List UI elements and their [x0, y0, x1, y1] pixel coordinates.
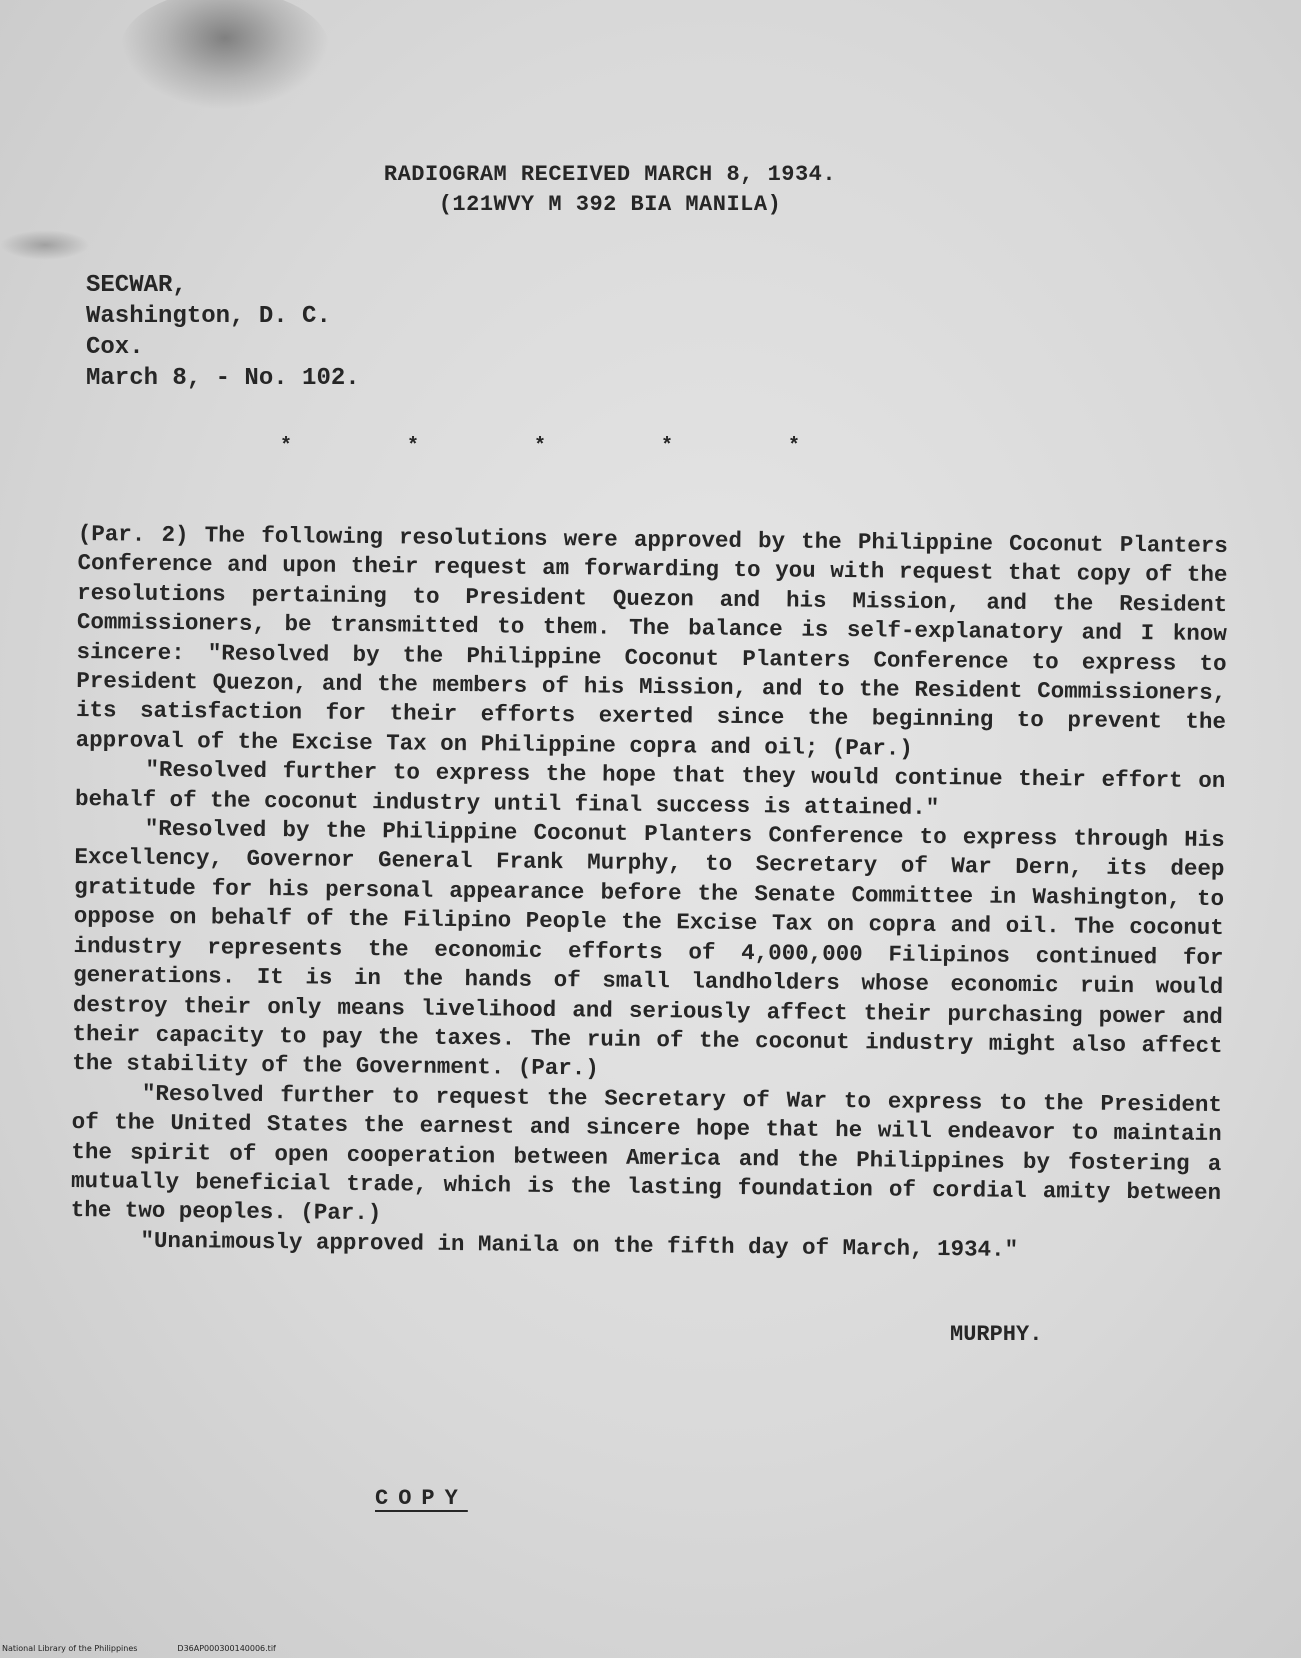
address-block	[86, 270, 360, 394]
star-mark: *	[533, 435, 546, 458]
paragraph-approval: "Unanimously approved in Manila on the fifth day of March, 1934."	[140, 1227, 1019, 1263]
message-body	[70, 520, 1228, 1267]
footer-source: National Library of the Philippines	[2, 1644, 138, 1653]
ink-stain	[120, 0, 330, 110]
scan-footer	[2, 1644, 276, 1653]
separator-stars	[280, 435, 800, 458]
heading-line-2: (121WVY M 392 BIA MANILA)	[438, 192, 782, 217]
star-mark: *	[406, 435, 419, 458]
paragraph-intro: (Par. 2) The following resolutions were approved by the Philippine Coconut Planters Conference and upon their request am forwarding to you with request that copy of the resolutions pertaining to President Quezon and his Mission, and the Resident Commissioners, be transmitted to them. The balance is self-explanatory and I know sincere: "Resolved by the Philippine Coconut Planters Conference to express to President Quezon, and the members of his Mission, and to the Resident Commissioners, its satisfaction for their efforts exerted since the beginning to prevent the approval of the Excise Tax on Philippine copra and oil; (Par.)	[75, 520, 1228, 762]
address-line-3: Cox.	[86, 334, 144, 361]
address-line-1: SECWAR,	[86, 272, 187, 299]
address-line-2: Washington, D. C.	[86, 303, 331, 330]
star-mark: *	[280, 435, 293, 458]
paragraph-resolution-3: "Resolved by the Philippine Coconut Planters Conference to express through His Excellency, Governor General Frank Murphy, to Secretary of War Dern, its deep gratitude for his personal appearance before the Senate Committee in Washington, to oppose on behalf of the Filipino People the Excise Tax on copra and oil. The coconut industry represents the economic efforts of 4,000,000 Filipinos continued for generations. It is in the hands of small landholders whose economic ruin would destroy their only means livelihood and seriously affect their purchasing power and their capacity to pay the taxes. The ruin of the coconut industry might also affect the stability of the Government. (Par.)	[72, 815, 1225, 1082]
paragraph-resolution-4: "Resolved further to request the Secretary of War to express to the President of the United States the earnest and sincere hope that he will endeavor to maintain the spirit of open cooperation between America and the Philippines by fostering a mutually beneficial trade, which is the lasting foundation of cordial amity between the two peoples. (Par.)	[70, 1080, 1223, 1227]
radiogram-heading	[330, 160, 890, 220]
heading-line-1: RADIOGRAM RECEIVED MARCH 8, 1934.	[383, 162, 837, 187]
star-mark: *	[660, 435, 673, 458]
copy-mark: COPY	[375, 1486, 468, 1511]
footer-file: D36AP000300140006.tif	[177, 1644, 276, 1653]
smudge	[0, 230, 90, 260]
paragraph-resolution-2: "Resolved further to express the hope that they would continue their effort on behalf of the coconut industry until final success is attained."	[74, 756, 1226, 821]
address-line-4: March 8, - No. 102.	[86, 365, 360, 392]
star-mark: *	[787, 435, 800, 458]
signature: MURPHY.	[950, 1322, 1043, 1347]
